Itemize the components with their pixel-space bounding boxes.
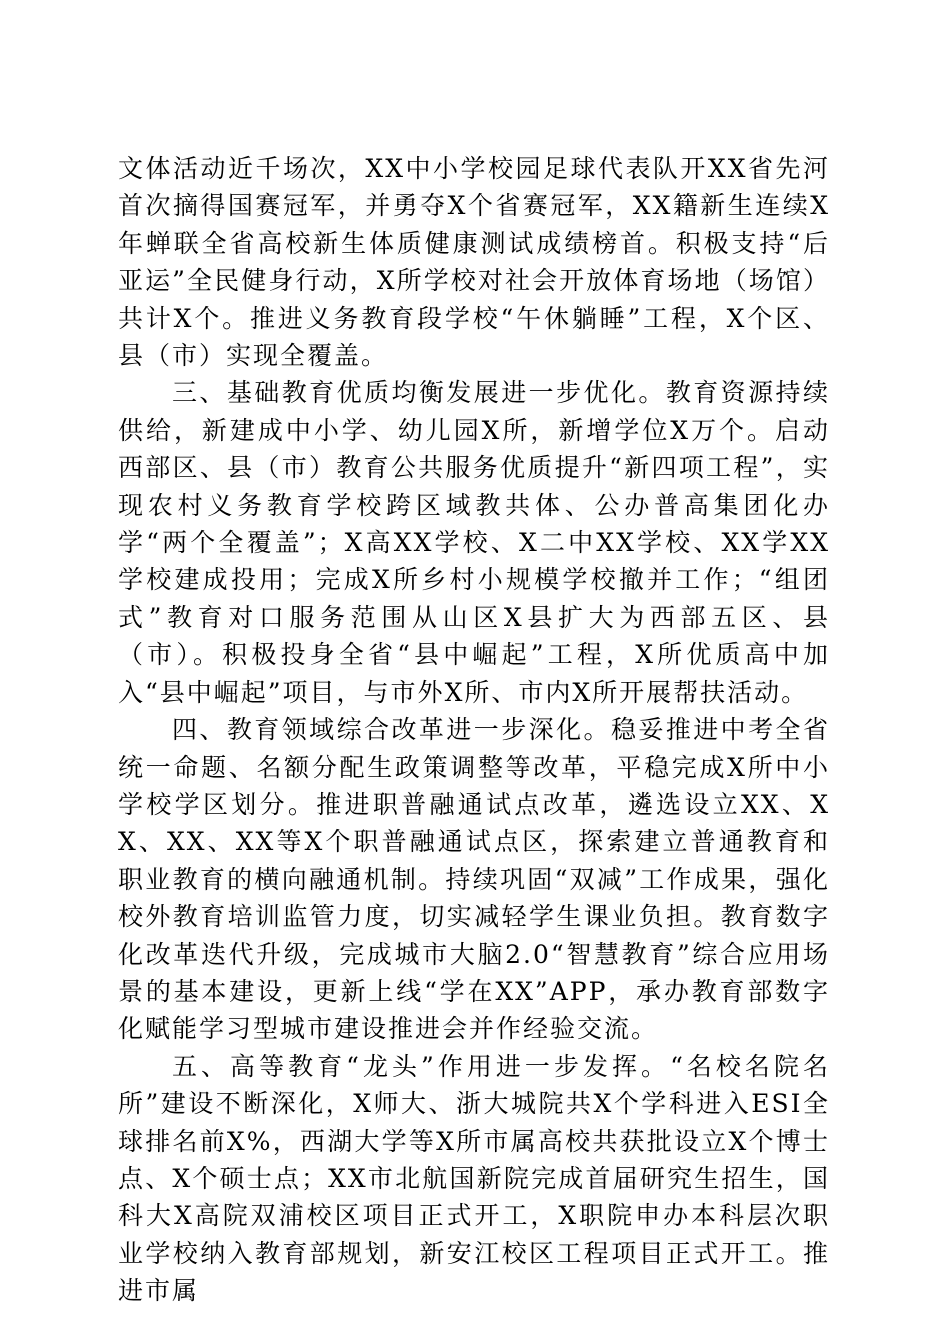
paragraph-basic-education: 三、基础教育优质均衡发展进一步优化。教育资源持续供给，新建成中小学、幼儿园X所，新增学位X万个。启动西部区、县（市）教育公共服务优质提升“新四项工程”，实现农村义务教育学校跨区域教共体、公办普高集团化办学“两个全覆盖”；X高XX学校、X二中XX学校、XX学XX学校建成投用；完成X所乡村小规模学校撤并工作；“组团式”教育对口服务范围从山区X县扩大为西部五区、县（市）。积极投身全省“县中崛起”工程，X所优质高中加入“县中崛起”项目，与市外X所、市内X所开展帮扶活动。 xyxy=(118,378,830,707)
paragraph-higher-education: 五、高等教育“龙头”作用进一步发挥。“名校名院名所”建设不断深化，X师大、浙大城院共X个学科进入ESI全球排名前X%，西湖大学等X所市属高校共获批设立X个博士点、X个硕士点；XX市北航国新院完成首届研究生招生，国科大X高院双浦校区项目正式开工，X职院申办本科层次职业学校纳入教育部规划，新安江校区工程项目正式开工。推进市属 xyxy=(118,1051,830,1306)
paragraph-sports-activities: 文体活动近千场次，XX中小学校园足球代表队开XX省先河首次摘得国赛冠军，并勇夺X个省赛冠军，XX籍新生连续X年蝉联全省高校新生体质健康测试成绩榜首。积极支持“后亚运”全民健身行动，X所学校对社会开放体育场地（场馆）共计X个。推进义务教育段学校“午休躺睡”工程，X个区、县（市）实现全覆盖。 xyxy=(118,154,830,371)
paragraph-education-reform: 四、教育领域综合改革进一步深化。稳妥推进中考全省统一命题、名额分配生政策调整等改革，平稳完成X所中小学校学区划分。推进职普融通试点改革，遴选设立XX、XX、XX、XX等X个职普融通试点区，探索建立普通教育和职业教育的横向融通机制。持续巩固“双减”工作成果，强化校外教育培训监管力度，切实减轻学生课业负担。教育数字化改革迭代升级，完成城市大脑2.0“智慧教育”综合应用场景的基本建设，更新上线“学在XX”APP，承办教育部数字化赋能学习型城市建设推进会并作经验交流。 xyxy=(118,715,830,1044)
document-body xyxy=(118,150,830,1310)
